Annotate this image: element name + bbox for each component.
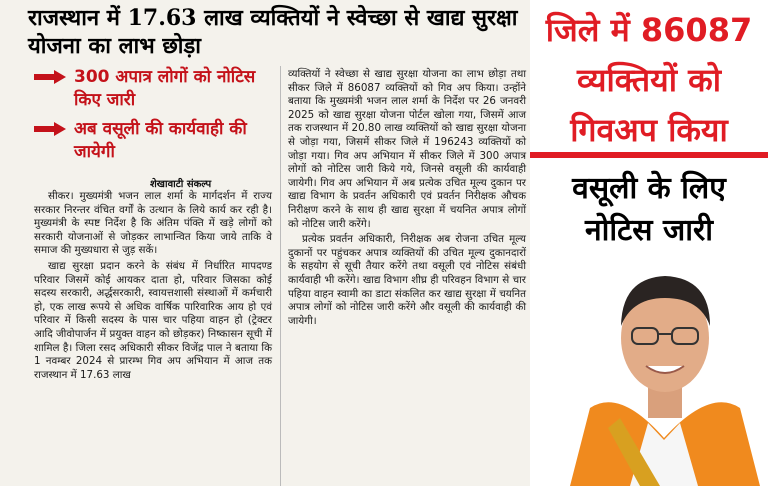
portrait-photo bbox=[560, 248, 768, 486]
panel-line-notice: नोटिस जारी bbox=[584, 213, 714, 248]
paragraph: प्रत्येक प्रवर्तन अधिकारी, निरीक्षक अब रोजना उचित मूल्य दुकानों पर पहुंचकर अपात्र व्यक्तियों की उचित मूल्य दुकानदारों के सहयोग से सूची तैयार करेंगे तथा वसूली एवं नोटिस संबंधी कार्यवाही भी करेंगे। खाद्य विभाग शीघ्र ही परिवहन विभाग से चार पहिया वाहन स्वामी का डाटा संकलित कर खाद्य सुरक्षा में चयनित अपात्र लोगों को नोटिस जारी करेंगे और वसूली की कार्यवाही की जायेगी। bbox=[288, 233, 526, 327]
subheadline-recovery: अब वसूली की कार्यवाही की जायेगी bbox=[74, 119, 247, 162]
panel-line-recovery: वसूली के लिए bbox=[572, 171, 726, 206]
panel-line-persons: व्यक्तियों को bbox=[576, 61, 722, 99]
red-divider bbox=[530, 152, 768, 158]
paragraph: खाद्य सुरक्षा प्रदान करने के संबंध में निर्धारित मापदण्ड परिवार जिसमें कोई आयकर दाता हो, परिवार जिसका कोई सदस्य सरकारी, अर्द्धसरकारी, स्वायत्तशासी संस्थाओं में कर्मचारी हो, एक लाख रूपये से अधिक वार्षिक पारिवारिक आय हो एवं परिवार में किसी सदस्य के पास चार पहिया वाहन हो (ट्रेक्टर आदि जीवोपार्जन में प्रयुक्त वाहन को छोड़कर) निष्कासन सूची में शामिल है। जिला रसद अधिकारी सीकर विजेंद्र पाल ने बताया कि 1 नवम्बर 2024 से प्रारम्भ गिव अप अभियान में आज तक राजस्थान में 17.63 लाख bbox=[34, 259, 272, 381]
subheadline-notices: 300 अपात्र लोगों को नोटिस किए जारी bbox=[74, 67, 256, 110]
article-column-2 bbox=[288, 68, 526, 330]
article-column-1 bbox=[34, 190, 272, 384]
column-divider bbox=[280, 66, 281, 486]
panel-line-district: जिले में 86087 bbox=[545, 11, 753, 49]
paragraph: व्यक्तियों ने स्वेच्छा से खाद्य सुरक्षा योजना का लाभ छोड़ा तथा सीकर जिले में 86087 व्यक्तियों को गिव अप किया। उन्होंने बताया कि मुख्यमंत्री भजन लाल शर्मा के निर्देश पर 26 जनवरी 2025 को खाद्य सुरक्षा योजना पोर्टल खोला गया, जिसमें आज तक राजस्थान में 20.80 लाख व्यक्तियों को खाद्य सुरक्षा योजना से जोड़ा गया, जिसमें सीकर जिले में 196243 व्यक्तियों को जोड़ा गया। गिव अप अभियान में सीकर जिले में 300 अपात्र लोगों को नोटिस जारी किये गये, जिनसे वसूली की कार्यवाही जायेगी। गिव अप अभियान में अब प्रत्येक उचित मूल्य दुकान पर खाद्य विभाग के प्रवर्तन अधिकारी एवं प्रवर्तन निरीक्षक औचक निरीक्षण करने के साथ ही खाद्य सुरक्षा में चयनित अपात्र लोगों को नोटिस जारी करेंगे। bbox=[288, 68, 526, 230]
dateline: शेखावाटी संकल्प bbox=[150, 179, 212, 190]
headline: राजस्थान में 17.63 लाख व्यक्तियों ने स्वेच्छा से खाद्य सुरक्षा योजना का लाभ छोड़ा bbox=[28, 5, 518, 59]
paragraph: सीकर। मुख्यमंत्री भजन लाल शर्मा के मार्गदर्शन में राज्य सरकार निरन्तर वंचित वर्गों के उत्थान के लिये कार्य कर रही है। मुख्यमंत्री के स्पष्ट निर्देश है कि अंतिम पंक्ति में खड़े लोगों को सरकारी योजनाओं से जोड़कर लाभान्वित किया जाये ताकि वे समाज की मुख्यधारा से जुड़ सकें। bbox=[34, 190, 272, 257]
panel-line-giveup: गिवअप किया bbox=[570, 111, 728, 149]
